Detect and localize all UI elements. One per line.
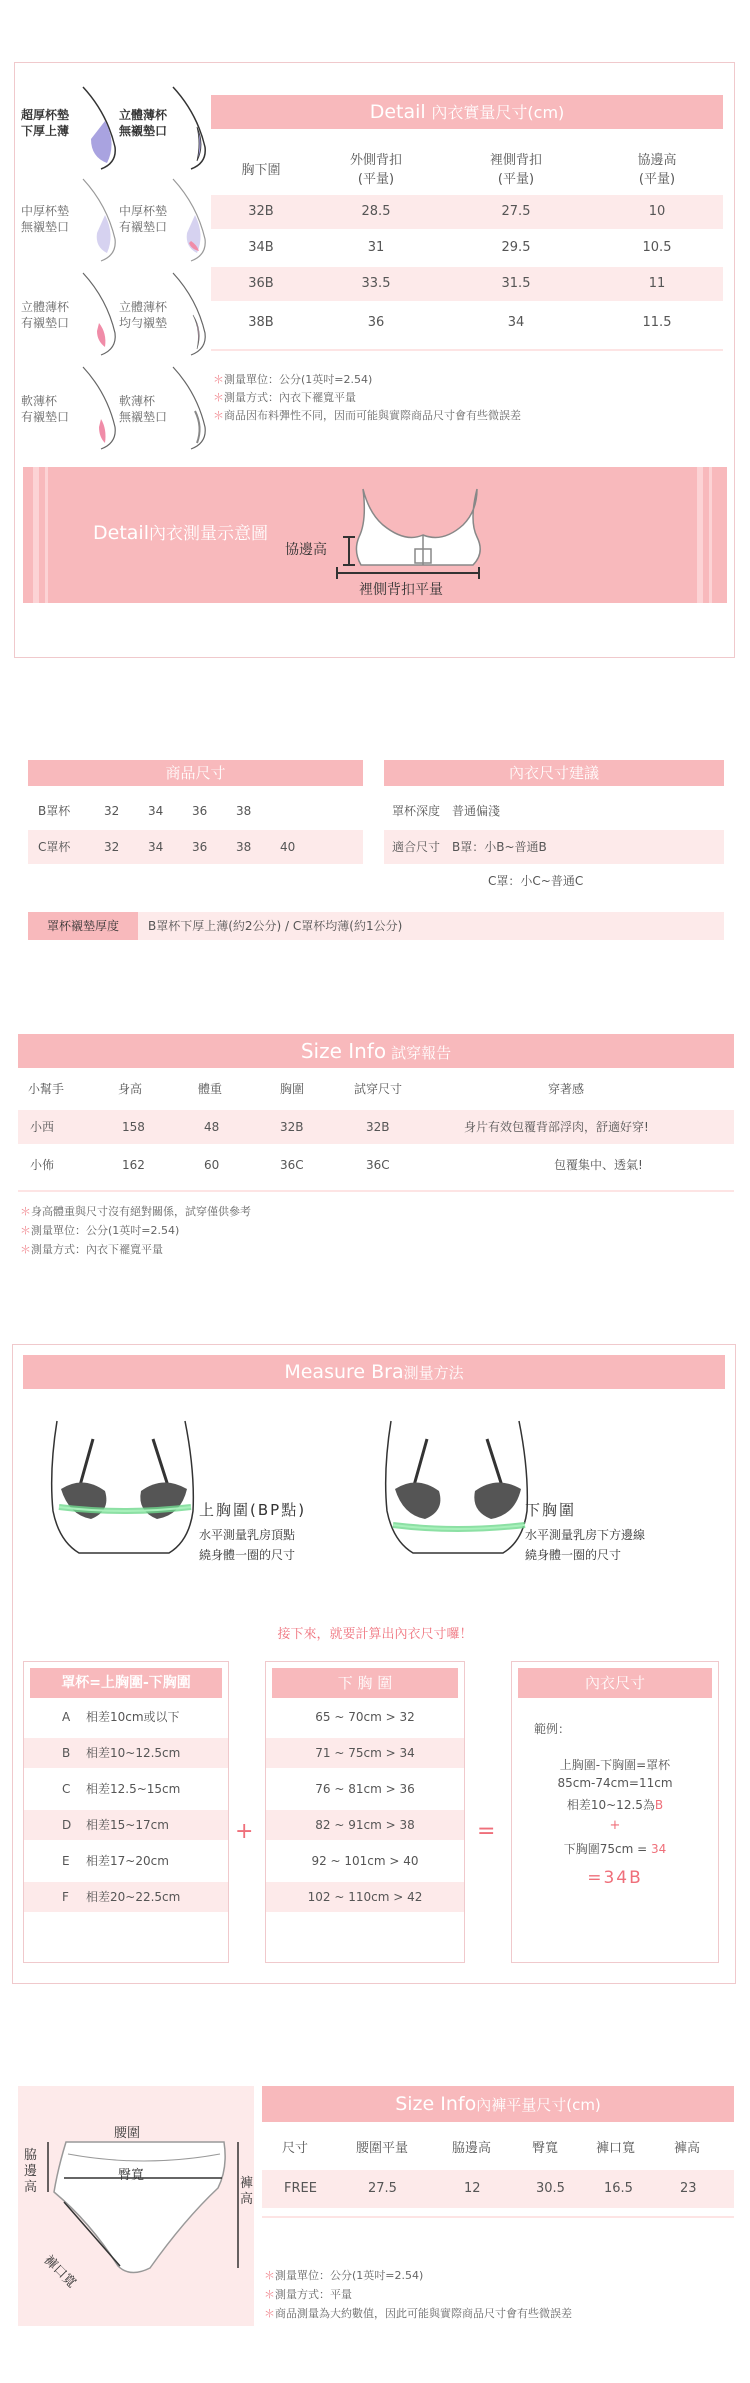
cup-type-label: 超厚杯墊 下厚上薄 <box>21 108 70 138</box>
cup-illustration-icon <box>77 175 123 265</box>
panty-label-height: 褲 高 <box>240 2176 254 2207</box>
cup-illustration-icon <box>77 83 123 173</box>
label-side-height: 協邊高 <box>285 542 327 558</box>
section-detail-frame <box>14 62 735 658</box>
table-divider <box>211 349 723 351</box>
bra-outline-icon <box>293 481 673 601</box>
cup-row: A 相差10cm或以下 <box>62 1710 180 1724</box>
note-text: 測量方式：內衣下襬寬平量 <box>224 391 356 404</box>
note-text: 測量單位：公分(1英吋=2.54) <box>224 373 373 386</box>
equals-sign: = <box>477 1819 496 1844</box>
cup-illustration-icon <box>77 269 123 359</box>
detail-title-cn: 內衣實量尺寸(cm) <box>431 103 565 122</box>
under-bust-header: 下 胸 圍 <box>272 1668 458 1698</box>
cup-illustration-icon <box>167 175 213 265</box>
cup-type-label: 軟薄杯 有襯墊口 <box>21 394 70 424</box>
cup-row: E 相差17~20cm <box>62 1854 169 1868</box>
cup-type-label: 立體薄杯 無襯墊口 <box>119 108 168 138</box>
section-measure-frame <box>12 1344 736 1984</box>
section-panty-size <box>18 2086 734 2336</box>
panty-label-waist: 腰圍 <box>114 2126 141 2141</box>
note-text: 測量單位：公分(1英吋=2.54) <box>31 1224 180 1237</box>
example-label: 範例： <box>534 1722 571 1736</box>
under-bust-figure-icon <box>373 1411 533 1561</box>
cup-illustration-icon <box>167 83 213 173</box>
table-divider <box>262 2216 734 2218</box>
under-bust-desc: 水平測量乳房下方邊線 繞身體一圈的尺寸 <box>525 1528 646 1562</box>
cup-depth-row: 罩杯深度 普通偏淺 <box>392 804 501 818</box>
suggest-header: 內衣尺寸建議 <box>384 760 724 786</box>
bra-size-header: 內衣尺寸 <box>518 1668 712 1698</box>
try-report-header-row: 小幫手 身高 體重 胸圍 試穿尺寸 穿著感 <box>28 1082 585 1096</box>
under-bust-row: 76 ~ 81cm > 36 <box>315 1782 415 1796</box>
cup-calc-box <box>23 1661 229 1963</box>
cup-illustration-icon <box>167 269 213 359</box>
under-bust-row: 71 ~ 75cm > 34 <box>266 1738 464 1768</box>
note-text: 商品測量為大約數值，因此可能與實際商品尺寸會有些微誤差 <box>275 2307 572 2320</box>
note-text: 測量方式：內衣下襬寬平量 <box>31 1243 163 1256</box>
under-bust-row: 102 ~ 110cm > 42 <box>266 1882 464 1912</box>
upper-bust-title: 上胸圍(BP點) <box>199 1501 307 1519</box>
panty-table-header-row: 尺寸 腰圍平量 脇邊高 臀寬 褲口寬 褲高 <box>282 2141 701 2156</box>
table-header: 裡側背扣 (平量) <box>489 153 542 187</box>
pad-thickness-value: B罩杯下厚上薄(約2公分) / C罩杯均薄(約1公分) <box>148 919 403 933</box>
plus-sign: + <box>235 1819 254 1844</box>
note-text: 商品因布料彈性不同，因而可能與實際商品尺寸會有些微誤差 <box>224 409 521 422</box>
product-size-header: 商品尺寸 <box>28 760 363 786</box>
cup-type-label: 中厚杯墊 有襯墊口 <box>119 204 168 234</box>
note-text: 測量方式：平量 <box>275 2288 352 2301</box>
under-bust-row: 82 ~ 91cm > 38 <box>266 1810 464 1840</box>
cup-row: F 相差20~22.5cm <box>24 1882 228 1912</box>
panty-notes: ＊測量單位：公分(1英吋=2.54) ＊測量方式：平量 ＊商品測量為大約數值，因此可能與實際商品尺寸會有些微誤差 <box>264 2269 572 2320</box>
try-report-header: Size Info 試穿報告 <box>18 1034 734 1068</box>
cup-type-label: 立體薄杯 均勻襯墊 <box>119 300 168 330</box>
diagram-title: Detail內衣測量示意圖 <box>93 522 268 544</box>
table-row: 38B 36 34 11.5 <box>248 315 672 330</box>
table-row: 小西 158 48 32B 32B 身片有效包覆背部浮肉，舒適好穿! <box>18 1110 734 1144</box>
cup-row: B 相差10~12.5cm <box>24 1738 228 1768</box>
cup-illustration-icon <box>77 363 123 453</box>
cup-type-label: 軟薄杯 無襯墊口 <box>119 394 168 424</box>
upper-bust-desc: 水平測量乳房頂點 繞身體一圈的尺寸 <box>199 1528 296 1562</box>
measure-diagram-banner <box>23 467 727 603</box>
example-line: 相差10~12.5為B <box>566 1798 664 1812</box>
cup-illustration-icon <box>167 363 213 453</box>
under-bust-title: 下胸圍 <box>525 1501 577 1519</box>
table-row: FREE 27.5 12 30.5 16.5 23 <box>262 2170 734 2208</box>
under-bust-row: 92 ~ 101cm > 40 <box>311 1854 419 1868</box>
under-bust-box <box>265 1661 465 1963</box>
cup-type-grid <box>15 63 205 463</box>
panty-label-side: 脇 邊 高 <box>24 2148 38 2195</box>
panty-diagram-panel <box>18 2086 254 2326</box>
note-text: 身高體重與尺寸沒有絕對關係，試穿僅供參考 <box>31 1205 251 1218</box>
upper-bust-figure-icon <box>39 1411 199 1561</box>
example-plus: + <box>609 1818 621 1833</box>
bra-size-box <box>511 1661 719 1963</box>
label-back-width: 裡側背扣平量 <box>359 582 443 598</box>
example-result: =34B <box>587 1868 643 1888</box>
example-line: 下胸圍75cm = 34 <box>563 1842 667 1856</box>
cup-type-label: 中厚杯墊 無襯墊口 <box>21 204 70 234</box>
table-row: 32B 28.5 27.5 10 <box>211 195 723 229</box>
detail-size-header <box>211 95 723 129</box>
detail-notes: ＊測量單位：公分(1英吋=2.54) ＊測量方式：內衣下襬寬平量 ＊商品因布料彈性不同，因而可能與實際商品尺寸會有些微誤差 <box>213 373 521 422</box>
detail-title: Detail <box>369 101 426 123</box>
panty-label-hip: 臀寬 <box>118 2168 145 2183</box>
cup-row: D 相差15~17cm <box>24 1810 228 1840</box>
fit-size-row: 適合尺寸 B罩：小B~普通B <box>384 830 724 864</box>
try-report-notes: ＊身高體重與尺寸沒有絕對關係，試穿僅供參考 ＊測量單位：公分(1英吋=2.54) ＊測量方式：內衣下襬寬平量 <box>20 1205 251 1256</box>
pad-thickness-label: 罩杯襯墊厚度 <box>28 912 138 940</box>
table-header: 協邊高 (平量) <box>637 153 677 187</box>
example-line: 上胸圍-下胸圍=罩杯 <box>559 1758 671 1772</box>
panty-size-header: Size Info內褲平量尺寸(cm) <box>262 2086 734 2122</box>
pad-thickness-row <box>28 912 724 940</box>
example-line: 85cm-74cm=11cm <box>557 1776 673 1790</box>
cup-row: C 相差12.5~15cm <box>62 1782 181 1796</box>
table-header: 外側背扣 (平量) <box>349 153 402 187</box>
table-divider <box>18 1190 734 1192</box>
table-header: 胸下圍 <box>241 163 281 178</box>
table-row: 小佈 162 60 36C 36C 包覆集中、透氣! <box>30 1158 643 1172</box>
fit-size-row-c: C罩：小C~普通C <box>488 874 584 888</box>
panty-label-leg: 褲口寬 <box>40 2252 79 2292</box>
calc-prompt: 接下來，就要計算出內衣尺寸囉！ <box>277 1627 473 1642</box>
table-header-row <box>211 143 723 193</box>
under-bust-row: 65 ~ 70cm > 32 <box>315 1710 415 1724</box>
size-row-b: B罩杯 32 34 36 38 <box>38 804 252 818</box>
measure-header: Measure Bra測量方法 <box>23 1355 725 1389</box>
note-text: 測量單位：公分(1英吋=2.54) <box>275 2269 424 2282</box>
table-row: 36B 33.5 31.5 11 <box>211 267 723 301</box>
cup-type-label: 立體薄杯 有襯墊口 <box>21 300 70 330</box>
cup-calc-header: 罩杯=上胸圍-下胸圍 <box>30 1668 222 1698</box>
table-row: 34B 31 29.5 10.5 <box>248 240 672 255</box>
size-row-c: C罩杯 32 34 36 38 40 <box>28 830 363 864</box>
